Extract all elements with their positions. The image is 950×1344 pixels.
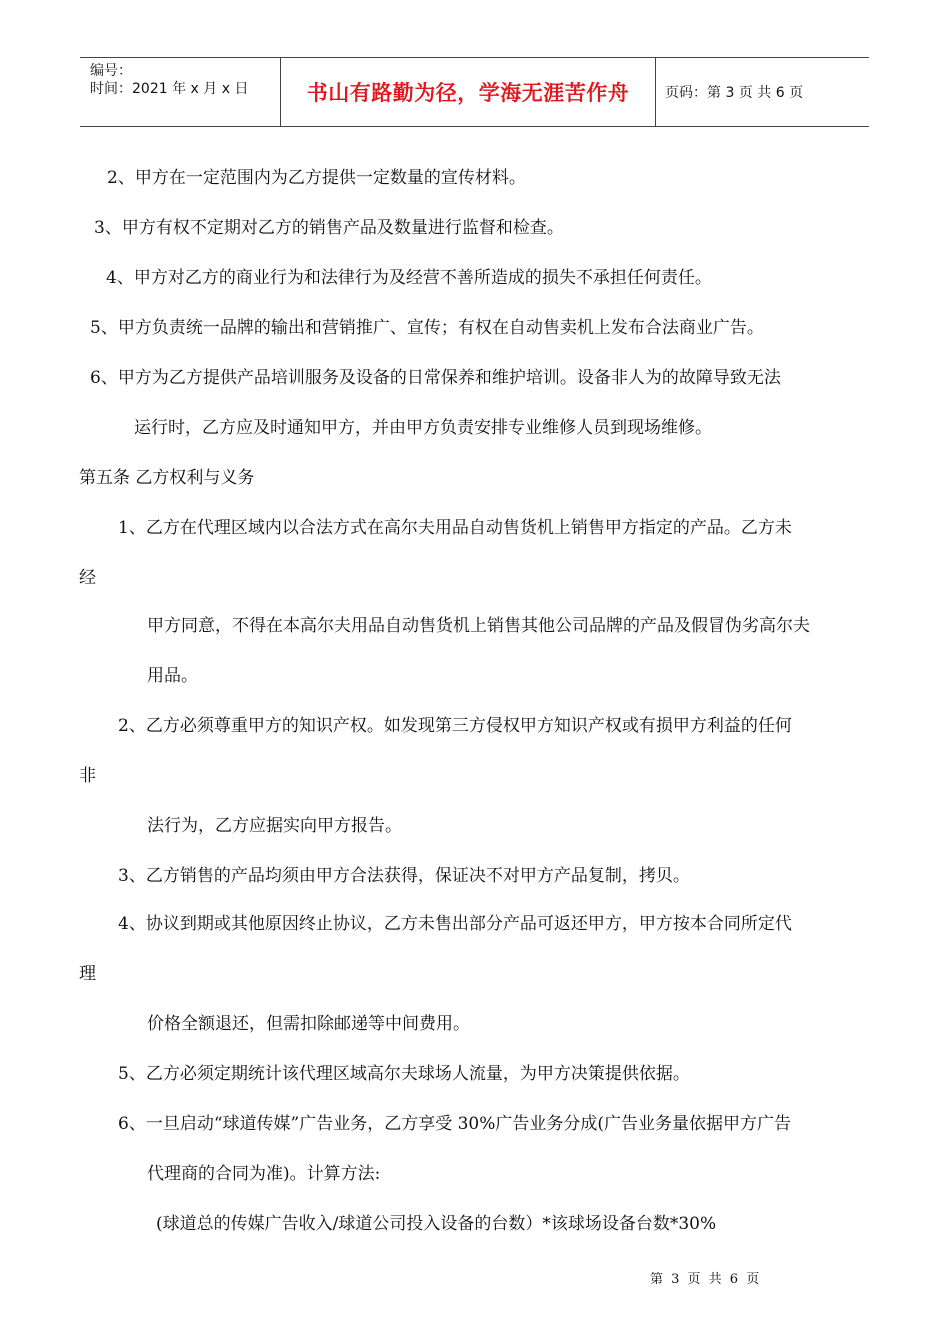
formula-line: (球道总的传媒广告收入/球道公司投入设备的台数）*该球场设备台数*30% (156, 1214, 717, 1234)
clause-line: 2、甲方在一定范围内为乙方提供一定数量的宣传材料。 (107, 168, 526, 188)
page-header (80, 57, 869, 127)
clause-line: 用品。 (147, 666, 198, 686)
clause-line: 3、甲方有权不定期对乙方的销售产品及数量进行监督和检查。 (94, 218, 564, 238)
clause-line: 代理商的合同为准)。计算方法: (147, 1164, 381, 1184)
clause-line: 理 (79, 964, 96, 984)
clause-line: 4、甲方对乙方的商业行为和法律行为及经营不善所造成的损失不承担任何责任。 (106, 268, 712, 288)
clause-line: 1、乙方在代理区域内以合法方式在高尔夫用品自动售货机上销售甲方指定的产品。乙方未 (118, 518, 792, 538)
clause-line: 5、甲方负责统一品牌的输出和营销推广、宣传；有权在自动售卖机上发布合法商业广告。 (90, 318, 764, 338)
clause-line: 甲方同意，不得在本高尔夫用品自动售货机上销售其他公司品牌的产品及假冒伪劣高尔夫 (147, 616, 810, 636)
header-meta (90, 62, 280, 98)
clause-line: 6、一旦启动“球道传媒”广告业务，乙方享受 30%广告业务分成(广告业务量依据甲方广告 (118, 1114, 792, 1134)
section-heading: 第五条 乙方权利与义务 (79, 468, 255, 488)
clause-line: 非 (79, 766, 96, 786)
header-page-label: 页码：第 3 页 共 6 页 (665, 85, 804, 101)
clause-line: 2、乙方必须尊重甲方的知识产权。如发现第三方侵权甲方知识产权或有损甲方利益的任何 (118, 716, 792, 736)
page-footer: 第 3 页 共 6 页 (650, 1272, 762, 1287)
clause-line: 价格全额退还，但需扣除邮递等中间费用。 (147, 1014, 470, 1034)
header-divider (655, 58, 656, 126)
clause-line: 5、乙方必须定期统计该代理区域高尔夫球场人流量，为甲方决策提供依据。 (118, 1064, 690, 1084)
clause-line: 运行时，乙方应及时通知甲方，并由甲方负责安排专业维修人员到现场维修。 (134, 418, 712, 438)
clause-line: 经 (79, 568, 96, 588)
document-time-label: 时间：2021 年 x 月 x 日 (90, 81, 249, 97)
document-number-label: 编号： (90, 63, 132, 79)
clause-line: 法行为，乙方应据实向甲方报告。 (147, 816, 402, 836)
clause-line: 4、协议到期或其他原因终止协议，乙方未售出部分产品可返还甲方，甲方按本合同所定代 (118, 914, 792, 934)
clause-line: 6、甲方为乙方提供产品培训服务及设备的日常保养和维护培训。设备非人为的故障导致无法 (90, 368, 781, 388)
header-motto: 书山有路勤为径，学海无涯苦作舟 (306, 81, 630, 105)
clause-line: 3、乙方销售的产品均须由甲方合法获得，保证决不对甲方产品复制，拷贝。 (118, 866, 690, 886)
